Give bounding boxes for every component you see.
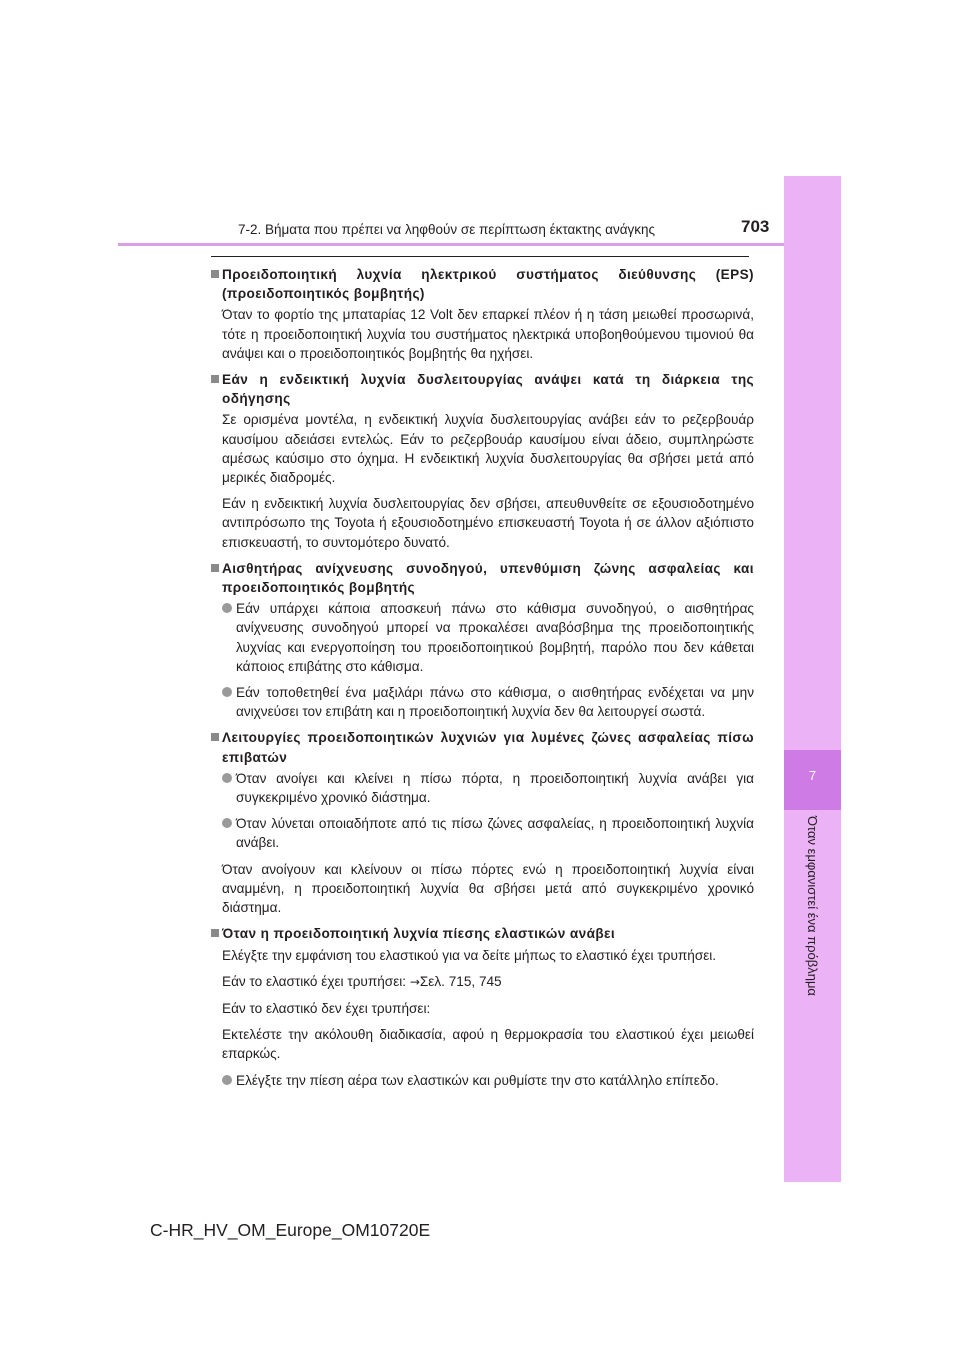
document-code-footer: C-HR_HV_OM_Europe_OM10720E: [150, 1220, 431, 1240]
section-eps-warning: [211, 265, 754, 363]
paragraph: Εάν το ελαστικό δεν έχει τρυπήσει:: [222, 1000, 431, 1016]
square-bullet-icon: [211, 929, 219, 937]
square-bullet-icon: [211, 733, 219, 741]
content-top-rule: [211, 256, 749, 257]
square-bullet-icon: [211, 270, 219, 278]
round-bullet-icon: [222, 1075, 232, 1085]
paragraph: Όταν το φορτίο της μπαταρίας 12 Volt δεν επαρκεί πλέον ή η τάση μειωθεί προσωρινά, τότε η προειδοποιητική λυχνία του συστήματος ηλεκτρικά υποβοηθούμενου τιμονιού θα ανάψει και ο προειδοποιητικός βομβητής θα ηχήσει.: [222, 307, 754, 361]
section-tire-pressure-warning: [211, 924, 754, 1089]
round-bullet-icon: [222, 818, 232, 828]
paragraph: Ελέγξτε την εμφάνιση του ελαστικού για να δείτε μήπως το ελαστικό έχει τρυπήσει.: [222, 947, 717, 963]
section-heading: Εάν η ενδεικτική λυχνία δυσλειτουργίας ανάψει κατά τη διάρκεια της οδήγησης: [222, 372, 754, 407]
bullet-item: [222, 814, 754, 852]
bullet-text: Εάν τοποθετηθεί ένα μαξιλάρι πάνω στο κάθισμα, ο αισθητήρας ενδέχεται να μην ανιχνεύσει τον επιβάτη και η προειδοποιητική λυχνία δεν θα λειτουργεί σωστά.: [236, 685, 754, 720]
section-heading: Λειτουργίες προειδοποιητικών λυχνιών για λυμένες ζώνες ασφαλείας πίσω επιβατών: [222, 730, 754, 765]
page-number: 703: [741, 217, 770, 236]
section-heading: Αισθητήρας ανίχνευσης συνοδηγού, υπενθύμιση ζώνης ασφαλείας και προειδοποιητικός βομβητής: [222, 560, 754, 596]
bullet-text: Όταν λύνεται οποιαδήποτε από τις πίσω ζώνες ασφαλείας, η προειδοποιητική λυχνία ανάβει.: [236, 816, 754, 851]
bullet-item: [222, 1071, 754, 1090]
section-heading: Όταν η προειδοποιητική λυχνία πίεσης ελαστικών ανάβει: [222, 926, 616, 942]
section-rear-seatbelt-warning: [211, 728, 754, 917]
paragraph: Εάν η ενδεικτική λυχνία δυσλειτουργίας δεν σβήσει, απευθυνθείτε σε εξουσιοδοτημένο αντιπρόσωπο της Toyota ή εξουσιοδοτημένο επισκευαστή Toyota ή σε άλλον αξιόπιστο επισκευαστή, το συντομότερο δυνατό.: [222, 496, 754, 550]
paragraph: Όταν ανοίγουν και κλείνουν οι πίσω πόρτες ενώ η προειδοποιητική λυχνία είναι αναμμένη, η προειδοποιητική λυχνία θα σβήσει μετά από συγκεκριμένο χρονικό διάστημα.: [222, 861, 754, 916]
bullet-item: [222, 599, 754, 676]
arrow-right-icon: →: [409, 974, 420, 989]
paragraph: Εκτελέστε την ακόλουθη διαδικασία, αφού η θερμοκρασία του ελαστικού έχει μειωθεί επαρκώς.: [222, 1027, 754, 1062]
page-reference-line: [222, 972, 754, 992]
chapter-label: Όταν εμφανιστεί ένα πρόβλημα: [805, 816, 820, 996]
page-reference-link[interactable]: Σελ. 715, 745: [419, 973, 502, 989]
section-passenger-sensor: [211, 559, 754, 722]
square-bullet-icon: [211, 375, 219, 383]
bullet-text: Ελέγξτε την πίεση αέρα των ελαστικών και ρυθμίστε την στο κατάλληλο επίπεδο.: [236, 1072, 719, 1088]
bullet-text: Όταν ανοίγει και κλείνει η πίσω πόρτα, η προειδοποιητική λυχνία ανάβει για συγκεκριμένο χρονικό διάστημα.: [236, 770, 754, 806]
paragraph: Σε ορισμένα μοντέλα, η ενδεικτική λυχνία δυσλειτουργίας ανάβει εάν το ρεζερβουάρ καυσίμου αδειάσει εντελώς. Εάν το ρεζερβουάρ καυσίμου είναι άδειο, συμπληρώστε αμέσως καύσιμο στο όχημα. Η ενδεικτική λυχνία δυσλειτουργίας θα σβήσει μετά από μερικές διαδρομές.: [222, 412, 754, 486]
round-bullet-icon: [222, 687, 232, 697]
bullet-text: Εάν υπάρχει κάποια αποσκευή πάνω στο κάθισμα συνοδηγού, ο αισθητήρας ανίχνευσης συνοδηγού μπορεί να προκαλέσει αναβόσβημα της προειδοποιητικής λυχνίας και ενεργοποίηση του προειδοποιητικού βομβητή, παρόλο που δεν κάθεται κάποιος επιβάτης στο κάθισμα.: [236, 601, 754, 674]
round-bullet-icon: [222, 773, 232, 783]
square-bullet-icon: [211, 564, 219, 572]
round-bullet-icon: [222, 603, 232, 613]
chapter-side-tab: [784, 176, 841, 1182]
section-heading: Προειδοποιητική λυχνία ηλεκτρικού συστήματος διεύθυνσης (EPS) (προειδοποιητικός βομβητής): [222, 267, 754, 302]
header-divider: [118, 243, 841, 246]
chapter-label-tab: [784, 816, 841, 1024]
bullet-item: [222, 769, 754, 807]
section-malfunction-indicator: [211, 370, 754, 552]
page-body: [211, 265, 754, 1097]
running-header-title: 7-2. Βήματα που πρέπει να ληφθούν σε περίπτωση έκτακτης ανάγκης: [238, 222, 656, 237]
bullet-item: [222, 683, 754, 721]
chapter-number-tab: 7: [784, 750, 841, 810]
reference-prefix: Εάν το ελαστικό έχει τρυπήσει:: [222, 973, 410, 989]
